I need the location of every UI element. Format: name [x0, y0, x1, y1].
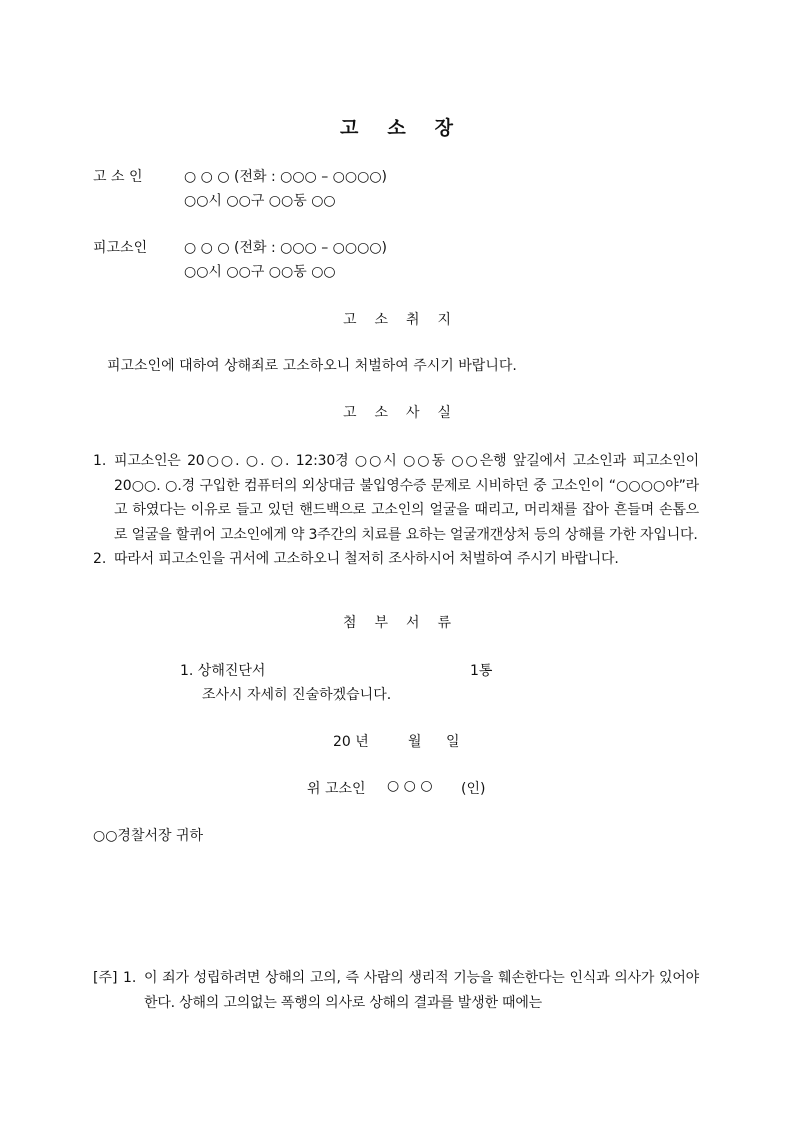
purpose-text: 피고소인에 대하여 상해죄로 고소하오니 처벌하여 주시기 바랍니다.	[107, 358, 517, 374]
complainant-label: 고 소 인	[93, 169, 143, 185]
attachment-count: 1통	[470, 663, 493, 679]
date-year: 20 년	[333, 734, 369, 750]
fact-text: 피고소인은 20○○. ○. ○. 12:30경 ○○시 ○○동 ○○은행 앞길에서 고소인과 피고소인이 20○○. ○.경 구입한 컴퓨터의 외상대금 불입영수증 문제로 시비하던 중 고소인이 “○○○○야”라고 하였다는 이유로 들고 있던 핸드백으로 고소인의 얼굴을 때리고, 머리채를 잡아 흔들며 손톱으로 얼굴을 할퀴어 고소인에게 약 3주간의 치료를 요하는 얼굴개갠상처 등의 상해를 가한 자입니다.	[114, 453, 699, 543]
purpose-heading: 고 소 취 지	[342, 312, 452, 328]
accused-label: 피고소인	[93, 240, 148, 256]
complainant-name-phone: ○ ○ ○ (전화 : ○○○ – ○○○○)	[184, 169, 387, 185]
facts-list	[93, 449, 699, 572]
title-char: 소	[387, 117, 407, 139]
facts-heading: 고 소 사 실	[342, 405, 452, 421]
signature-seal: (인)	[461, 781, 486, 797]
footnote-text: 이 죄가 성립하려면 상해의 고의, 즉 사람의 생리적 기능을 훼손한다는 인식과 의사가 있어야 한다. 상해의 고의없는 폭행의 의사로 상해의 결과를 발생한 때에는	[144, 970, 699, 1011]
footnote: [주] 1. 이 죄가 성립하려면 상해의 고의, 즉 사람의 생리적 기능을 훼손한다는 인식과 의사가 있어야 한다. 상해의 고의없는 폭행의 의사로 상해의 결과를 발생한 때에는	[93, 966, 699, 1015]
list-item: 1. 피고소인은 20○○. ○. ○. 12:30경 ○○시 ○○동 ○○은행 앞길에서 고소인과 피고소인이 20○○. ○.경 구입한 컴퓨터의 외상대금 불입영수증 문제로 시비하던 중 고소인이 “○○○○야”라고 하였다는 이유로 들고 있던 핸드백으로 고소인의 얼굴을 때리고, 머리채를 잡아 흔들며 손톱으로 얼굴을 할퀴어 고소인에게 약 3주간의 치료를 요하는 얼굴개갠상처 등의 상해를 가한 자입니다.	[93, 449, 699, 547]
accused-name-phone: ○ ○ ○ (전화 : ○○○ – ○○○○)	[184, 240, 387, 256]
list-item: 2. 따라서 피고소인을 귀서에 고소하오니 철저히 조사하시어 처벌하여 주시기 바랍니다.	[93, 547, 699, 572]
accused-address: ○○시 ○○구 ○○동 ○○	[184, 264, 336, 280]
date-month: 월	[408, 734, 422, 750]
attachments-heading: 첨 부 서 류	[342, 615, 452, 631]
attachment-note: 조사시 자세히 진술하겠습니다.	[202, 687, 392, 703]
fact-text: 따라서 피고소인을 귀서에 고소하오니 철저히 조사하시어 처벌하여 주시기 바랍니다.	[114, 551, 619, 567]
date-day: 일	[446, 734, 460, 750]
attachment-item: 1. 상해진단서	[180, 663, 266, 679]
title-char: 장	[434, 117, 455, 139]
complainant-address: ○○시 ○○구 ○○동 ○○	[184, 193, 336, 209]
document-title	[0, 113, 794, 140]
signature-name: ○ ○ ○	[387, 778, 433, 794]
signature-label: 위 고소인	[307, 781, 366, 797]
addressee: ○○경찰서장 귀하	[93, 828, 204, 844]
title-char: 고	[339, 117, 360, 139]
